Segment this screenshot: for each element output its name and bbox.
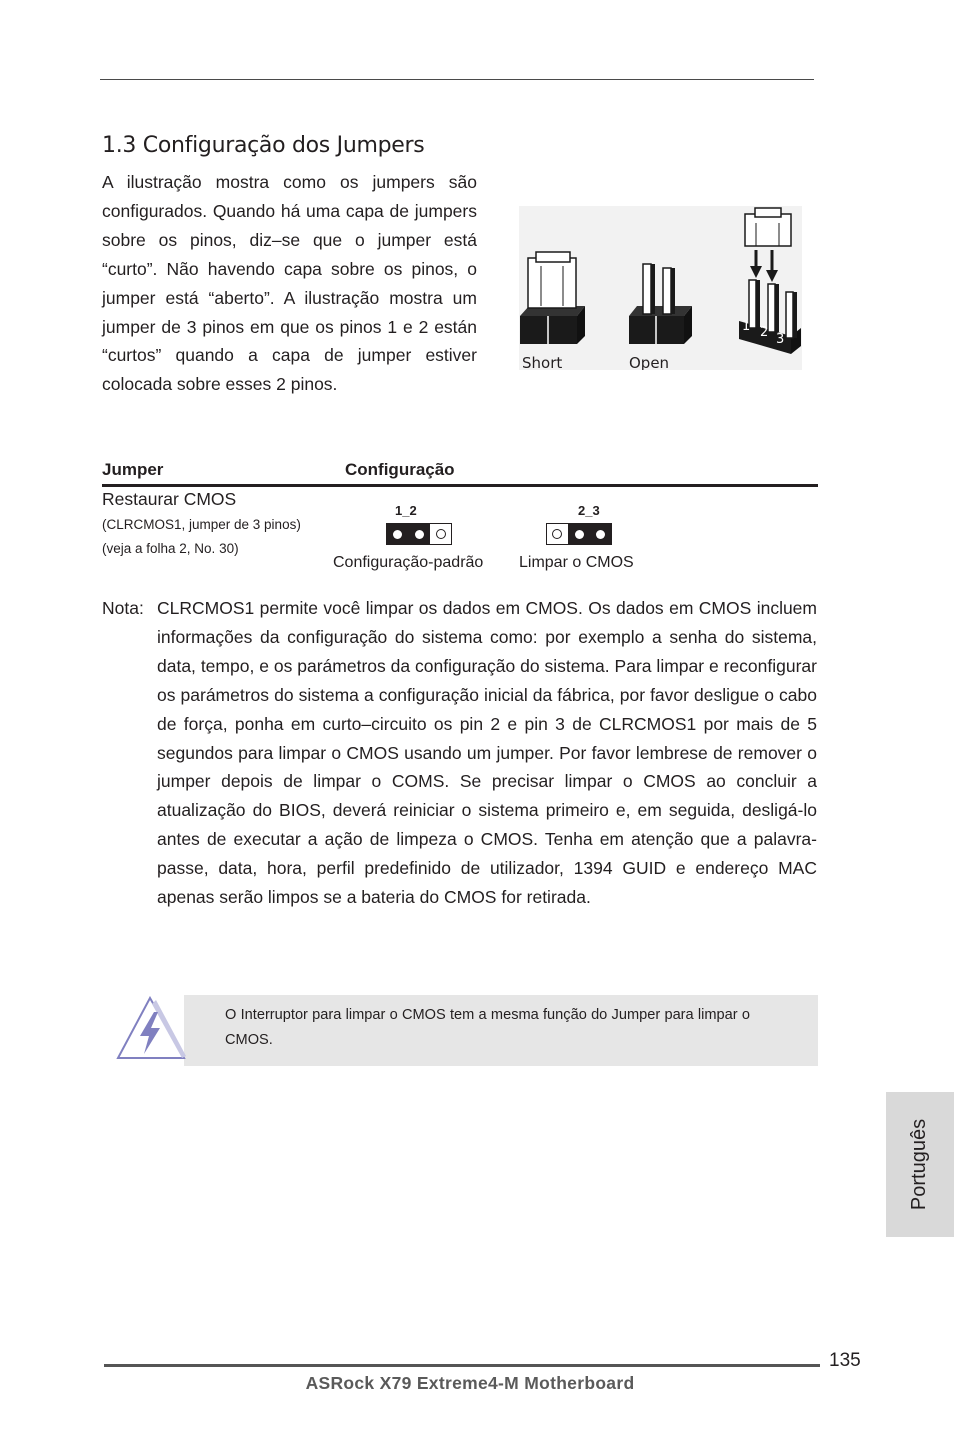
section-title: 1.3 Configuração dos Jumpers bbox=[102, 133, 425, 158]
top-rule bbox=[100, 79, 814, 80]
row-detail-2: (veja a folha 2, No. 30) bbox=[102, 541, 239, 556]
row-name: Restaurar CMOS bbox=[102, 489, 237, 509]
table-header-config: Configuração bbox=[345, 460, 455, 479]
page-number: 135 bbox=[829, 1350, 861, 1371]
pin-2-shorted bbox=[408, 524, 430, 544]
pin-3-shorted bbox=[589, 524, 611, 544]
note-body: CLRCMOS1 permite você limpar os dados em CMOS. Os dados em CMOS incluem informações da configuração do sistema como: por exemplo a senha do sistema, data, tempo, e os parámetros da configuração do sistema. Para limpar e reconfigurar os parámetros do sistema a configuração inicial da fábrica, por favor desligue o cabo de força, ponha em curto–circuito os pin 2 e pin 3 de CLRCMOS1 por mais de 5 segundos para limpar o CMOS usando um jumper. Por favor lembrese de remover o jumper depois de limpar o COMS. Se precisar limpar o CMOS ao concluir a atualização do BIOS, deverá reiniciar o sistema primeiro e, em seguida, desligá-lo antes de executar a ação de limpeza o CMOS. Tenha em atenção que a palavra-passe, data, hora, perfil predefinido de utilizador, 1394 GUID e endereço MAC apenas serão limpos se a bateria do CMOS for retirada. bbox=[157, 598, 817, 908]
setting-a-caption: Configuração-padrão bbox=[333, 554, 484, 571]
short-jumper-graphic bbox=[520, 252, 585, 344]
pin-1-open bbox=[547, 524, 568, 544]
note-lead: Nota: bbox=[102, 598, 144, 618]
table-rule bbox=[102, 484, 818, 487]
pin-number-2: 2 bbox=[760, 325, 769, 340]
warning-icon bbox=[116, 996, 186, 1060]
setting-b-caption: Limpar o CMOS bbox=[519, 554, 634, 571]
jumper-illustration-svg bbox=[519, 206, 802, 370]
open-jumper-graphic bbox=[629, 264, 692, 344]
callout-text: O Interruptor para limpar o CMOS tem a mesma função do Jumper para limpar o CMOS. bbox=[225, 1007, 750, 1048]
open-label: Open bbox=[629, 354, 670, 370]
short-label: Short bbox=[522, 354, 563, 370]
pin-1-shorted bbox=[387, 524, 408, 544]
pin-number-3: 3 bbox=[776, 332, 785, 347]
row-detail-1: (CLRCMOS1, jumper de 3 pinos) bbox=[102, 517, 301, 532]
pin-3-open bbox=[429, 524, 451, 544]
pin-number-1: 1 bbox=[742, 319, 751, 334]
setting-a-pins-label: 1_2 bbox=[395, 503, 417, 518]
bottom-rule bbox=[104, 1364, 820, 1367]
setting-b-pins-label: 2_3 bbox=[578, 503, 600, 518]
jumper-illustration bbox=[519, 206, 802, 370]
table-header-jumper: Jumper bbox=[102, 460, 164, 479]
footer-product: ASRock X79 Extreme4-M Motherboard bbox=[305, 1373, 635, 1393]
setting-b-pin-diagram bbox=[546, 523, 612, 545]
language-tab-label: Português bbox=[908, 1118, 931, 1211]
intro-paragraph: A ilustração mostra como os jumpers são configurados. Quando há uma capa de jumpers sobre os pinos, diz–se que o jumper está “curto”. Não havendo capa sobre os pinos, o jumper está “aberto”. A ilustração mostra um jumper de 3 pinos em que os pinos 1 e 2 están “curtos” quando a capa de jumper estiver colocada sobre esses 2 pinos. bbox=[102, 172, 477, 395]
pin-2-shorted bbox=[568, 524, 590, 544]
setting-a-pin-diagram bbox=[386, 523, 452, 545]
